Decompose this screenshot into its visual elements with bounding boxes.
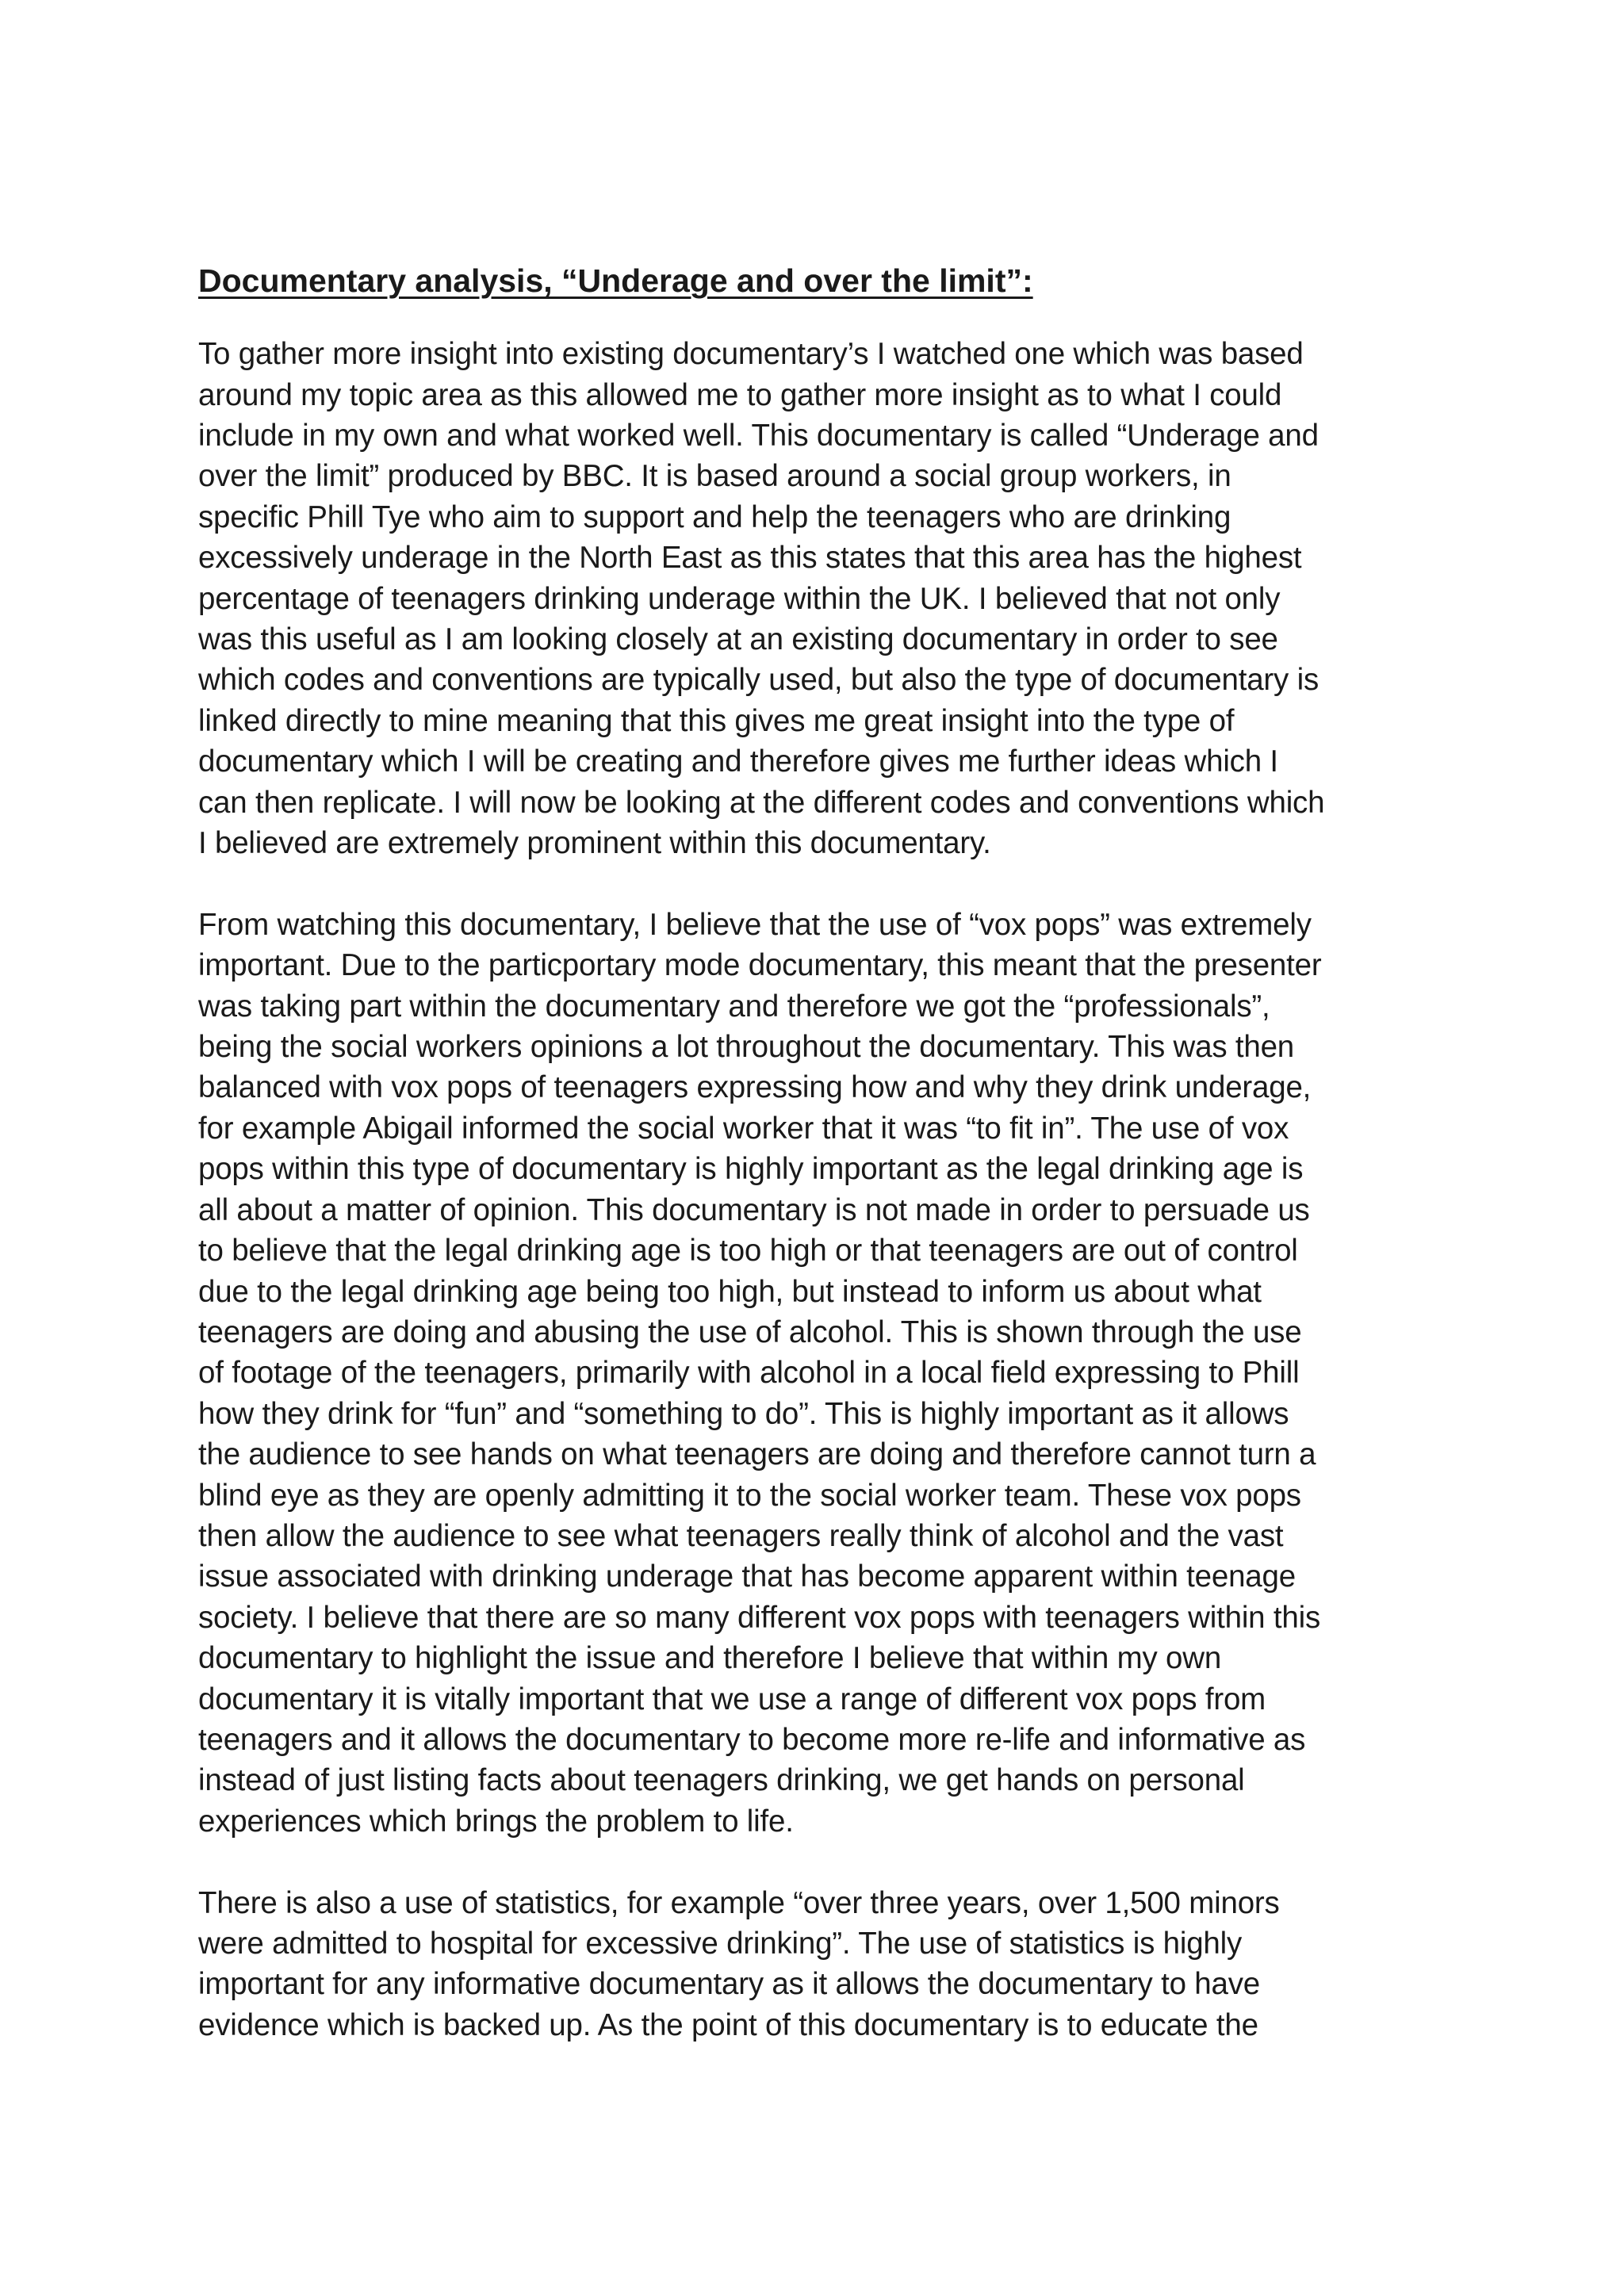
paragraph-2 xyxy=(198,905,1427,1842)
text-line: being the social workers opinions a lot throughout the documentary. This was then xyxy=(198,1030,1295,1065)
text-line: excessively underage in the North East as this states that this area has the highest xyxy=(198,541,1302,576)
text-line: teenagers are doing and abusing the use of alcohol. This is shown through the use xyxy=(198,1314,1302,1349)
text-line: for example Abigail informed the social worker that it was “to fit in”. The use of vox xyxy=(198,1111,1289,1146)
text-line: documentary it is vitally important that we use a range of different vox pops from xyxy=(198,1682,1266,1716)
text-line: was this useful as I am looking closely at an existing documentary in order to see xyxy=(198,622,1278,657)
text-line: due to the legal drinking age being too high, but instead to inform us about what xyxy=(198,1274,1262,1309)
text-line: then allow the audience to see what teenagers really think of alcohol and the vast xyxy=(198,1518,1284,1553)
text-line: can then replicate. I will now be looking at the different codes and conventions which xyxy=(198,785,1325,820)
text-line: linked directly to mine meaning that this gives me great insight into the type of xyxy=(198,703,1235,738)
text-line: society. I believe that there are so many different vox pops with teenagers within this xyxy=(198,1600,1320,1635)
text-line: experiences which brings the problem to life. xyxy=(198,1804,794,1839)
text-line: There is also a use of statistics, for example “over three years, over 1,500 minors xyxy=(198,1885,1280,1920)
text-line: was taking part within the documentary and therefore we got the “professionals”, xyxy=(198,989,1270,1024)
text-line: I believed are extremely prominent within this documentary. xyxy=(198,826,991,861)
text-line: balanced with vox pops of teenagers expressing how and why they drink underage, xyxy=(198,1070,1312,1105)
paragraph-3 xyxy=(198,1883,1427,2046)
paragraphs-container xyxy=(198,334,1427,2045)
text-line: over the limit” produced by BBC. It is based around a social group workers, in xyxy=(198,459,1231,494)
paragraph-1 xyxy=(198,334,1427,863)
text-line: teenagers and it allows the documentary to become more re-life and informative as xyxy=(198,1722,1306,1757)
text-line: important for any informative documentary as it allows the documentary to have xyxy=(198,1967,1260,2002)
text-line: the audience to see hands on what teenagers are doing and therefore cannot turn a xyxy=(198,1437,1316,1472)
text-line: important. Due to the particportary mode documentary, this meant that the presenter xyxy=(198,948,1322,983)
text-line: documentary which I will be creating and therefore gives me further ideas which I xyxy=(198,744,1278,779)
text-line: pops within this type of documentary is highly important as the legal drinking age is xyxy=(198,1152,1304,1187)
text-line: instead of just listing facts about teenagers drinking, we get hands on personal xyxy=(198,1763,1245,1798)
text-line: how they drink for “fun” and “something to do”. This is highly important as it allows xyxy=(198,1396,1289,1431)
text-line: include in my own and what worked well. This documentary is called “Underage and xyxy=(198,419,1319,453)
text-line: all about a matter of opinion. This documentary is not made in order to persuade us xyxy=(198,1192,1310,1227)
text-line: To gather more insight into existing documentary’s I watched one which was based xyxy=(198,337,1304,372)
document-body xyxy=(198,262,1427,2087)
text-line: specific Phill Tye who aim to support and help the teenagers who are drinking xyxy=(198,499,1231,534)
text-line: From watching this documentary, I believe that the use of “vox pops” was extremely xyxy=(198,907,1312,942)
text-line: percentage of teenagers drinking underage within the UK. I believed that not only xyxy=(198,581,1281,616)
text-line: documentary to highlight the issue and therefore I believe that within my own xyxy=(198,1641,1222,1676)
text-line: which codes and conventions are typically used, but also the type of documentary is xyxy=(198,663,1319,698)
text-line: of footage of the teenagers, primarily with alcohol in a local field expressing to Phill xyxy=(198,1356,1300,1391)
text-line: to believe that the legal drinking age is too high or that teenagers are out of control xyxy=(198,1234,1298,1269)
text-line: evidence which is backed up. As the point of this documentary is to educate the xyxy=(198,2007,1258,2042)
text-line: were admitted to hospital for excessive drinking”. The use of statistics is highly xyxy=(198,1927,1243,1961)
text-line: around my topic area as this allowed me to gather more insight as to what I could xyxy=(198,377,1282,412)
text-line: blind eye as they are openly admitting it to the social worker team. These vox pops xyxy=(198,1478,1301,1513)
document-title: Documentary analysis, “Underage and over the limit”: xyxy=(198,262,1033,299)
text-line: issue associated with drinking underage that has become apparent within teenage xyxy=(198,1559,1296,1594)
